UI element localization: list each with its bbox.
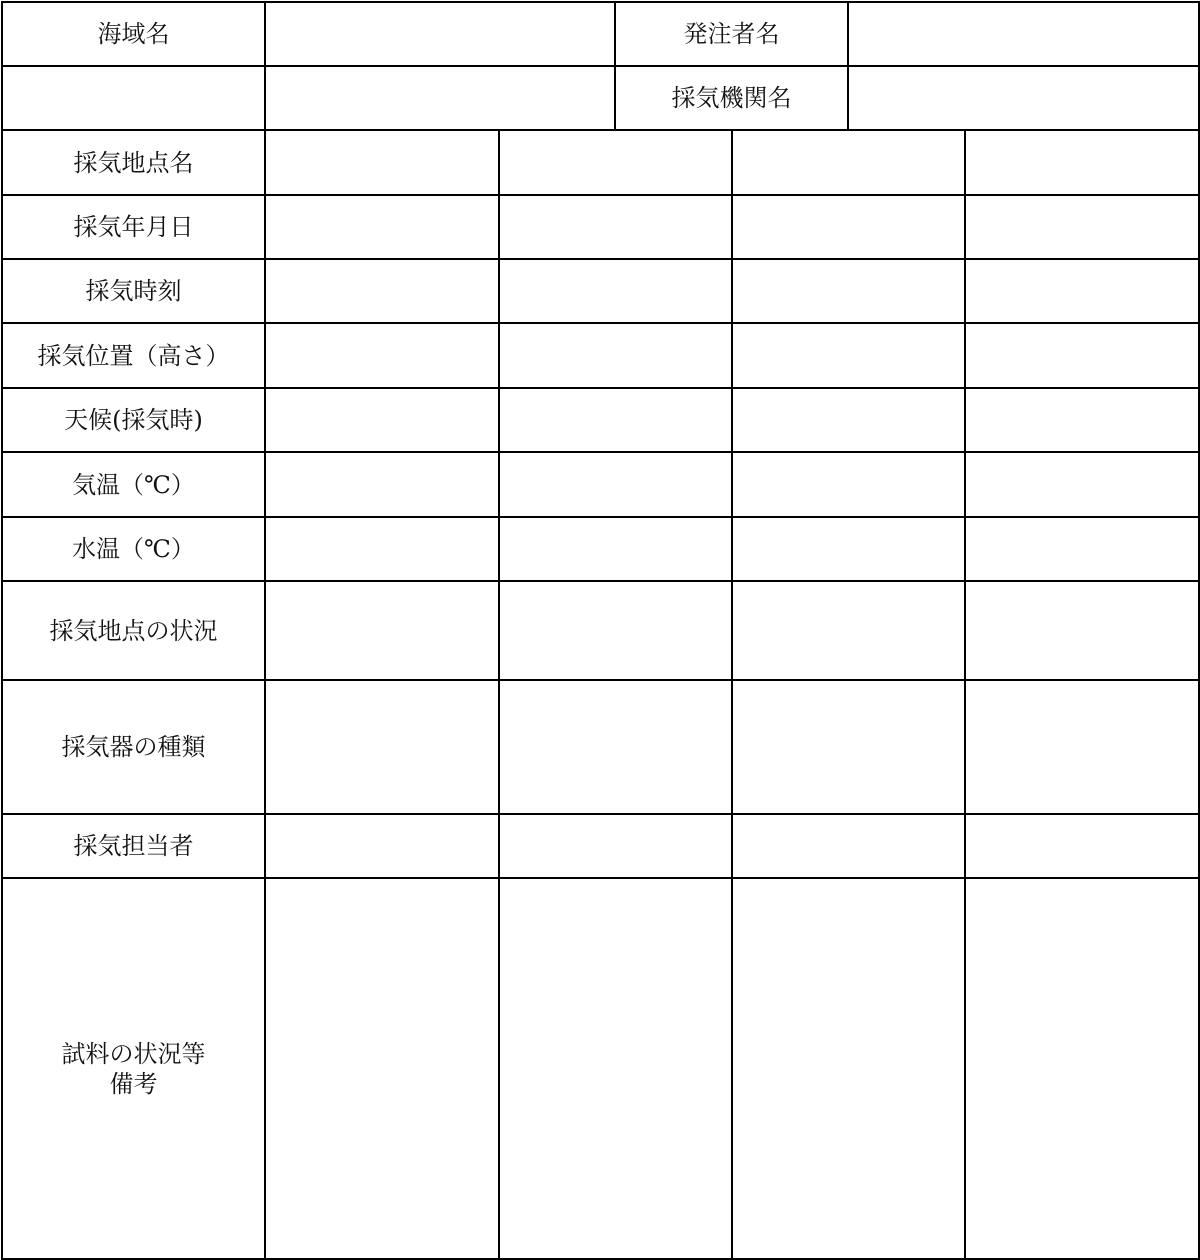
- sample-condition-label: [2, 878, 265, 1259]
- sample-condition-cell-1[interactable]: [265, 878, 499, 1259]
- time-cell-4[interactable]: [965, 259, 1199, 323]
- sampler-type-label: 採気器の種類: [2, 680, 265, 814]
- date-cell-3[interactable]: [732, 195, 965, 259]
- point-name-label: 採気地点名: [2, 130, 265, 195]
- table-row: [2, 680, 1199, 814]
- header-blank-field[interactable]: [265, 66, 615, 130]
- date-cell-4[interactable]: [965, 195, 1199, 259]
- blank-label-cell: [2, 66, 265, 130]
- point-condition-cell-3[interactable]: [732, 581, 965, 680]
- water-temp-cell-2[interactable]: [499, 517, 732, 581]
- sea-area-field[interactable]: [265, 2, 615, 66]
- header-row-1: [2, 2, 1199, 66]
- sampler-type-cell-1[interactable]: [265, 680, 499, 814]
- time-cell-2[interactable]: [499, 259, 732, 323]
- table-row: [2, 130, 1199, 195]
- person-in-charge-cell-4[interactable]: [965, 814, 1199, 878]
- air-temp-cell-4[interactable]: [965, 452, 1199, 517]
- sample-condition-label-line1: 試料の状況等: [61, 1039, 206, 1068]
- sampler-type-cell-3[interactable]: [732, 680, 965, 814]
- sample-condition-label-line2: 備考: [109, 1069, 158, 1098]
- table-row: [2, 517, 1199, 581]
- table-row: [2, 195, 1199, 259]
- position-cell-3[interactable]: [732, 323, 965, 388]
- header-row-2: [2, 66, 1199, 130]
- table-row: [2, 259, 1199, 323]
- table-row: [2, 452, 1199, 517]
- time-cell-3[interactable]: [732, 259, 965, 323]
- table-row: [2, 323, 1199, 388]
- date-cell-2[interactable]: [499, 195, 732, 259]
- sample-condition-cell-4[interactable]: [965, 878, 1199, 1259]
- point-condition-label: 採気地点の状況: [2, 581, 265, 680]
- person-in-charge-label: 採気担当者: [2, 814, 265, 878]
- position-cell-1[interactable]: [265, 323, 499, 388]
- orderer-field[interactable]: [848, 2, 1199, 66]
- point-condition-cell-4[interactable]: [965, 581, 1199, 680]
- point-name-cell-1[interactable]: [265, 130, 499, 195]
- orderer-label: 発注者名: [615, 2, 848, 66]
- weather-label: 天候(採気時): [2, 388, 265, 452]
- sampling-org-label: 採気機関名: [615, 66, 848, 130]
- sea-area-label: 海域名: [2, 2, 265, 66]
- water-temp-cell-1[interactable]: [265, 517, 499, 581]
- point-condition-cell-2[interactable]: [499, 581, 732, 680]
- sampling-record-form: [1, 1, 1200, 1260]
- sample-condition-cell-2[interactable]: [499, 878, 732, 1259]
- weather-cell-1[interactable]: [265, 388, 499, 452]
- table-row: [2, 814, 1199, 878]
- person-in-charge-cell-2[interactable]: [499, 814, 732, 878]
- weather-cell-4[interactable]: [965, 388, 1199, 452]
- position-cell-2[interactable]: [499, 323, 732, 388]
- person-in-charge-cell-1[interactable]: [265, 814, 499, 878]
- time-cell-1[interactable]: [265, 259, 499, 323]
- air-temp-cell-2[interactable]: [499, 452, 732, 517]
- position-label: 採気位置（高さ）: [2, 323, 265, 388]
- weather-cell-2[interactable]: [499, 388, 732, 452]
- table-row: [2, 388, 1199, 452]
- point-condition-cell-1[interactable]: [265, 581, 499, 680]
- water-temp-cell-3[interactable]: [732, 517, 965, 581]
- point-name-cell-4[interactable]: [965, 130, 1199, 195]
- sampling-org-field[interactable]: [848, 66, 1199, 130]
- point-name-cell-3[interactable]: [732, 130, 965, 195]
- water-temp-label: 水温（℃）: [2, 517, 265, 581]
- time-label: 採気時刻: [2, 259, 265, 323]
- air-temp-label: 気温（℃）: [2, 452, 265, 517]
- water-temp-cell-4[interactable]: [965, 517, 1199, 581]
- point-name-cell-2[interactable]: [499, 130, 732, 195]
- sampler-type-cell-2[interactable]: [499, 680, 732, 814]
- air-temp-cell-3[interactable]: [732, 452, 965, 517]
- person-in-charge-cell-3[interactable]: [732, 814, 965, 878]
- date-label: 採気年月日: [2, 195, 265, 259]
- table-row: [2, 878, 1199, 1259]
- weather-cell-3[interactable]: [732, 388, 965, 452]
- date-cell-1[interactable]: [265, 195, 499, 259]
- table-row: [2, 581, 1199, 680]
- position-cell-4[interactable]: [965, 323, 1199, 388]
- sampler-type-cell-4[interactable]: [965, 680, 1199, 814]
- air-temp-cell-1[interactable]: [265, 452, 499, 517]
- sample-condition-cell-3[interactable]: [732, 878, 965, 1259]
